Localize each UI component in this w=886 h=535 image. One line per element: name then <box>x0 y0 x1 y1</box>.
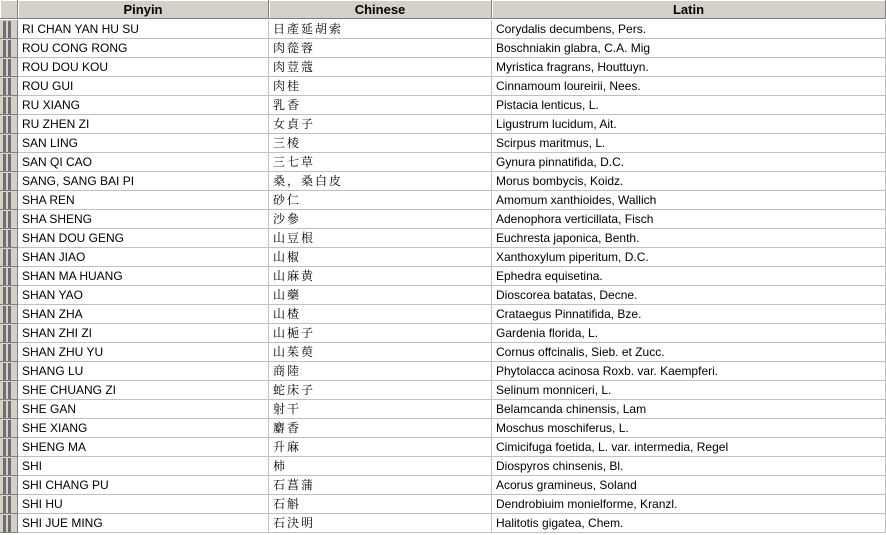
cell-pinyin[interactable]: SHENG MA <box>18 438 269 457</box>
row-selector[interactable] <box>0 210 18 229</box>
row-selector[interactable] <box>0 248 18 267</box>
cell-pinyin[interactable]: ROU DOU KOU <box>18 58 269 77</box>
row-selector[interactable] <box>0 96 18 115</box>
cell-latin[interactable]: Corydalis decumbens, Pers. <box>492 20 886 39</box>
cell-latin[interactable]: Halitotis gigatea, Chem. <box>492 514 886 533</box>
cell-chinese[interactable]: 肉荳蔻 <box>269 58 492 77</box>
cell-pinyin[interactable]: SHAN DOU GENG <box>18 229 269 248</box>
cell-chinese[interactable]: 升麻 <box>269 438 492 457</box>
cell-latin[interactable]: Scirpus maritmus, L. <box>492 134 886 153</box>
cell-latin[interactable]: Morus bombycis, Koidz. <box>492 172 886 191</box>
table-row[interactable] <box>0 305 886 324</box>
row-selector[interactable] <box>0 134 18 153</box>
cell-chinese[interactable]: 柿 <box>269 457 492 476</box>
table-row[interactable] <box>0 20 886 39</box>
cell-pinyin[interactable]: SAN LING <box>18 134 269 153</box>
row-selector[interactable] <box>0 400 18 419</box>
cell-pinyin[interactable]: SHI JUE MING <box>18 514 269 533</box>
row-selector[interactable] <box>0 229 18 248</box>
cell-pinyin[interactable]: SHI <box>18 457 269 476</box>
table-row[interactable] <box>0 172 886 191</box>
table-row[interactable] <box>0 96 886 115</box>
cell-pinyin[interactable]: SHAN MA HUANG <box>18 267 269 286</box>
table-row[interactable] <box>0 267 886 286</box>
cell-pinyin[interactable]: SANG, SANG BAI PI <box>18 172 269 191</box>
table-row[interactable] <box>0 153 886 172</box>
table-row[interactable] <box>0 362 886 381</box>
cell-latin[interactable]: Cinnamoum loureirii, Nees. <box>492 77 886 96</box>
row-selector[interactable] <box>0 514 18 533</box>
table-row[interactable] <box>0 229 886 248</box>
cell-chinese[interactable]: 女貞子 <box>269 115 492 134</box>
table-row[interactable] <box>0 248 886 267</box>
cell-latin[interactable]: Belamcanda chinensis, Lam <box>492 400 886 419</box>
cell-latin[interactable]: Dendrobiuim monielforme, Kranzl. <box>492 495 886 514</box>
table-row[interactable] <box>0 134 886 153</box>
row-selector[interactable] <box>0 495 18 514</box>
cell-pinyin[interactable]: SHI HU <box>18 495 269 514</box>
row-selector[interactable] <box>0 343 18 362</box>
cell-pinyin[interactable]: RU ZHEN ZI <box>18 115 269 134</box>
cell-pinyin[interactable]: SHI CHANG PU <box>18 476 269 495</box>
cell-chinese[interactable]: 石菖蒲 <box>269 476 492 495</box>
cell-pinyin[interactable]: SHE GAN <box>18 400 269 419</box>
column-header-pinyin[interactable]: Pinyin <box>18 0 269 19</box>
table-row[interactable] <box>0 77 886 96</box>
row-selector[interactable] <box>0 324 18 343</box>
cell-chinese[interactable]: 肉蓯蓉 <box>269 39 492 58</box>
table-row[interactable] <box>0 191 886 210</box>
cell-chinese[interactable]: 蛇床子 <box>269 381 492 400</box>
cell-pinyin[interactable]: SHAN YAO <box>18 286 269 305</box>
row-selector[interactable] <box>0 419 18 438</box>
cell-chinese[interactable]: 山藥 <box>269 286 492 305</box>
table-row[interactable] <box>0 438 886 457</box>
column-header-latin[interactable]: Latin <box>492 0 886 19</box>
cell-chinese[interactable]: 沙參 <box>269 210 492 229</box>
cell-latin[interactable]: Adenophora verticillata, Fisch <box>492 210 886 229</box>
cell-pinyin[interactable]: SHA SHENG <box>18 210 269 229</box>
row-selector[interactable] <box>0 267 18 286</box>
table-row[interactable] <box>0 58 886 77</box>
cell-latin[interactable]: Cimicifuga foetida, L. var. intermedia, Regel <box>492 438 886 457</box>
cell-chinese[interactable]: 乳香 <box>269 96 492 115</box>
cell-pinyin[interactable]: RI CHAN YAN HU SU <box>18 20 269 39</box>
column-header-chinese[interactable]: Chinese <box>269 0 492 19</box>
row-selector[interactable] <box>0 362 18 381</box>
row-selector[interactable] <box>0 172 18 191</box>
cell-latin[interactable]: Cornus offcinalis, Sieb. et Zucc. <box>492 343 886 362</box>
cell-chinese[interactable]: 三七草 <box>269 153 492 172</box>
cell-chinese[interactable]: 射干 <box>269 400 492 419</box>
row-selector[interactable] <box>0 39 18 58</box>
table-row[interactable] <box>0 324 886 343</box>
cell-chinese[interactable]: 麝香 <box>269 419 492 438</box>
row-selector[interactable] <box>0 58 18 77</box>
row-selector[interactable] <box>0 438 18 457</box>
cell-pinyin[interactable]: RU XIANG <box>18 96 269 115</box>
cell-latin[interactable]: Gardenia florida, L. <box>492 324 886 343</box>
row-selector[interactable] <box>0 305 18 324</box>
cell-chinese[interactable]: 山椒 <box>269 248 492 267</box>
table-row[interactable] <box>0 39 886 58</box>
cell-latin[interactable]: Gynura pinnatifida, D.C. <box>492 153 886 172</box>
table-row[interactable] <box>0 210 886 229</box>
cell-chinese[interactable]: 山豆根 <box>269 229 492 248</box>
cell-pinyin[interactable]: SHE CHUANG ZI <box>18 381 269 400</box>
cell-latin[interactable]: Boschniakin glabra, C.A. Mig <box>492 39 886 58</box>
cell-latin[interactable]: Myristica fragrans, Houttuyn. <box>492 58 886 77</box>
grid-body <box>0 20 886 533</box>
row-selector[interactable] <box>0 20 18 39</box>
cell-chinese[interactable]: 砂仁 <box>269 191 492 210</box>
row-selector[interactable] <box>0 476 18 495</box>
cell-latin[interactable]: Amomum xanthioides, Wallich <box>492 191 886 210</box>
cell-chinese[interactable]: 三棱 <box>269 134 492 153</box>
cell-latin[interactable]: Ligustrum lucidum, Ait. <box>492 115 886 134</box>
cell-chinese[interactable]: 山梔子 <box>269 324 492 343</box>
table-row[interactable] <box>0 495 886 514</box>
row-selector[interactable] <box>0 153 18 172</box>
cell-latin[interactable]: Crataegus Pinnatifida, Bze. <box>492 305 886 324</box>
cell-pinyin[interactable]: SHAN ZHI ZI <box>18 324 269 343</box>
table-row[interactable] <box>0 476 886 495</box>
cell-latin[interactable]: Diospyros chinsenis, Bl. <box>492 457 886 476</box>
cell-pinyin[interactable]: ROU CONG RONG <box>18 39 269 58</box>
row-selector[interactable] <box>0 77 18 96</box>
row-selector[interactable] <box>0 381 18 400</box>
cell-pinyin[interactable]: SHANG LU <box>18 362 269 381</box>
row-selector[interactable] <box>0 457 18 476</box>
cell-latin[interactable]: Pistacia lenticus, L. <box>492 96 886 115</box>
cell-pinyin[interactable]: SHAN ZHA <box>18 305 269 324</box>
cell-chinese[interactable]: 商陸 <box>269 362 492 381</box>
table-row[interactable] <box>0 115 886 134</box>
cell-latin[interactable]: Dioscorea batatas, Decne. <box>492 286 886 305</box>
cell-chinese[interactable]: 肉桂 <box>269 77 492 96</box>
cell-chinese[interactable]: 日產延胡索 <box>269 20 492 39</box>
cell-pinyin[interactable]: SAN QI CAO <box>18 153 269 172</box>
table-row[interactable] <box>0 457 886 476</box>
cell-chinese[interactable]: 桑，桑白皮 <box>269 172 492 191</box>
table-row[interactable] <box>0 400 886 419</box>
cell-chinese[interactable]: 山楂 <box>269 305 492 324</box>
table-row[interactable] <box>0 514 886 533</box>
cell-pinyin[interactable]: SHAN ZHU YU <box>18 343 269 362</box>
cell-pinyin[interactable]: ROU GUI <box>18 77 269 96</box>
table-row[interactable] <box>0 343 886 362</box>
cell-pinyin[interactable]: SHA REN <box>18 191 269 210</box>
table-row[interactable] <box>0 381 886 400</box>
cell-latin[interactable]: Acorus gramineus, Soland <box>492 476 886 495</box>
cell-latin[interactable]: Selinum monniceri, L. <box>492 381 886 400</box>
cell-chinese[interactable]: 石斛 <box>269 495 492 514</box>
cell-latin[interactable]: Moschus moschiferus, L. <box>492 419 886 438</box>
cell-latin[interactable]: Ephedra equisetina. <box>492 267 886 286</box>
row-selector[interactable] <box>0 286 18 305</box>
cell-chinese[interactable]: 石決明 <box>269 514 492 533</box>
table-row[interactable] <box>0 419 886 438</box>
row-selector[interactable] <box>0 115 18 134</box>
cell-pinyin[interactable]: SHE XIANG <box>18 419 269 438</box>
grid-header <box>0 0 886 20</box>
cell-pinyin[interactable]: SHAN JIAO <box>18 248 269 267</box>
cell-latin[interactable]: Xanthoxylum piperitum, D.C. <box>492 248 886 267</box>
header-corner[interactable] <box>0 0 18 19</box>
row-selector[interactable] <box>0 191 18 210</box>
cell-latin[interactable]: Phytolacca acinosa Roxb. var. Kaempferi. <box>492 362 886 381</box>
table-row[interactable] <box>0 286 886 305</box>
cell-chinese[interactable]: 山茱萸 <box>269 343 492 362</box>
cell-chinese[interactable]: 山麻黄 <box>269 267 492 286</box>
cell-latin[interactable]: Euchresta japonica, Benth. <box>492 229 886 248</box>
